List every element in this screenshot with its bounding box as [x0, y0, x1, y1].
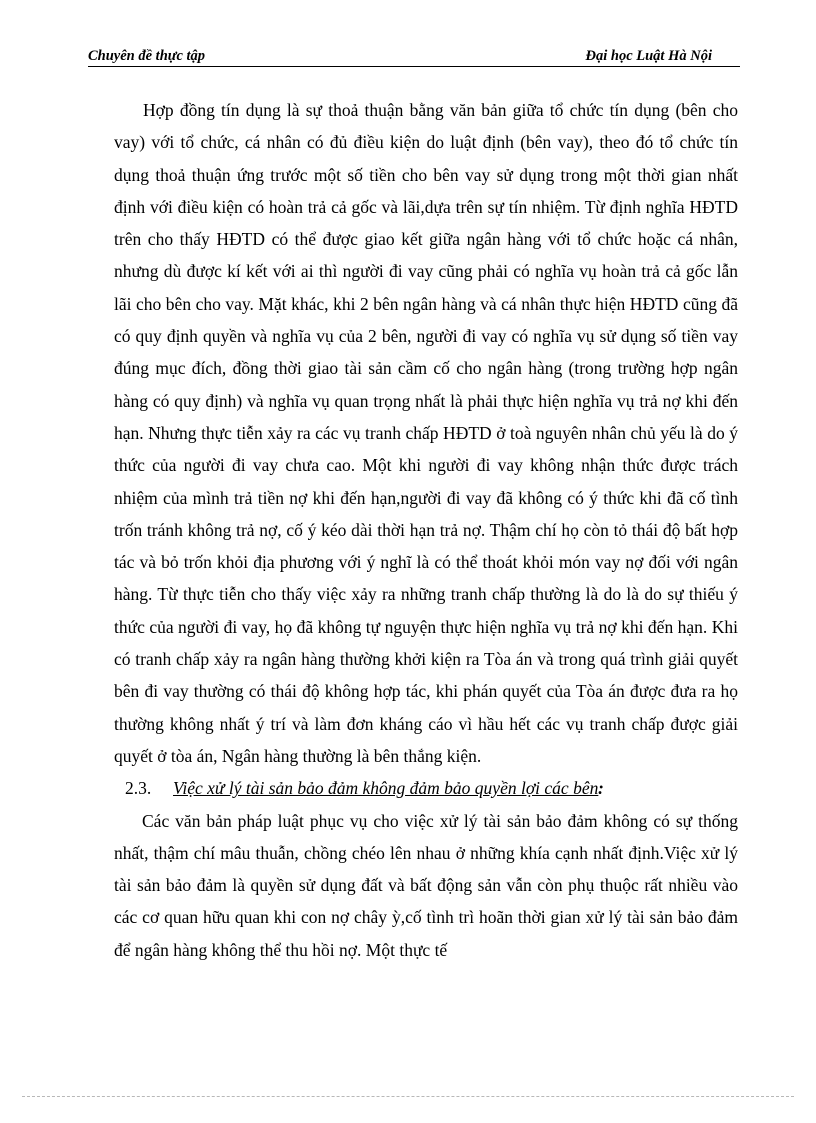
page-footer-divider [22, 1096, 794, 1097]
header-divider [88, 66, 740, 67]
section-heading [114, 772, 738, 804]
section-title: Việc xử lý tài sản bảo đảm không đảm bảo quyền lợi các bên [173, 778, 599, 799]
paragraph-2: Các văn bản pháp luật phục vụ cho việc xử lý tài sản bảo đảm không có sự thống nhất, thậm chí mâu thuẫn, chồng chéo lên nhau ở những khía cạnh nhất định.Việc xử lý tài sản bảo đảm là quyền sử dụng đất và bất động sản vẫn còn phụ thuộc rất nhiều vào các cơ quan hữu quan khi con nợ chây ỳ,cố tình trì hoãn thời gian xử lý tài sản bảo đảm để ngân hàng không thể thu hồi nợ. Một thực tế [114, 810, 738, 960]
section-title-wrapper [173, 772, 598, 804]
header-right-title: Đại học Luật Hà Nội [585, 48, 712, 64]
section-number: 2.3. [125, 778, 152, 799]
paragraph-1: Hợp đồng tín dụng là sự thoả thuận bằng văn bản giữa tổ chức tín dụng (bên cho vay) với tổ chức, cá nhân có đủ điều kiện do luật định (bên vay), theo đó tổ chức tín dụng thoả thuận ứng trước một số tiền cho bên vay sử dụng trong một thời gian nhất định với điều kiện có hoàn trả cả gốc và lãi,dựa trên sự tín nhiệm. Từ định nghĩa HĐTD trên cho thấy HĐTD có thể được giao kết giữa ngân hàng với tổ chức hoặc cá nhân, nhưng dù được kí kết với ai thì người đi vay cũng phải có nghĩa vụ hoàn trả cả gốc lẫn lãi cho bên cho vay. Mặt khác, khi 2 bên ngân hàng và cá nhân thực hiện HĐTD cũng đã có quy định quyền và nghĩa vụ của 2 bên, người đi vay có nghĩa vụ sử dụng số tiền vay đúng mục đích, đồng thời giao tài sản cầm cố cho ngân hàng (trong trường hợp ngân hàng có quy định) và nghĩa vụ quan trọng nhất là phải thực hiện nghĩa vụ trả nợ khi đến hạn. Nhưng thực tiễn xảy ra các vụ tranh chấp HĐTD ở toà nguyên nhân chủ yếu là do ý thức của người đi vay chưa cao. Một khi người đi vay không nhận thức được trách nhiệm của mình trả tiền nợ khi đến hạn,người đi vay đã không có ý thức khi đã cố tình trốn tránh không trả nợ, cố ý kéo dài thời hạn trả nợ. Thậm chí họ còn tỏ thái độ bất hợp tác và bỏ trốn khỏi địa phương với ý nghĩ là có thể thoát khỏi món vay nợ đối với ngân hàng. Từ thực tiễn cho thấy việc xảy ra những tranh chấp thường là do là do sự thiếu ý thức của người đi vay, họ đã không tự nguyện thực hiện nghĩa vụ trả nợ khi đến hạn. Khi có tranh chấp xảy ra ngân hàng thường khởi kiện ra Tòa án và trong quá trình giải quyết bên đi vay thường có thái độ không hợp tác, khi phán quyết của Tòa án được đưa ra họ thường không nhất ý trí và làm đơn kháng cáo vì hầu hết các vụ tranh chấp được giải quyết ở tòa án, Ngân hàng thường là bên thắng kiện. [114, 100, 738, 766]
section-colon: : [598, 778, 604, 799]
document-body [114, 94, 738, 966]
page-header [88, 46, 740, 66]
header-left-title: Chuyên đề thực tập [88, 48, 206, 64]
